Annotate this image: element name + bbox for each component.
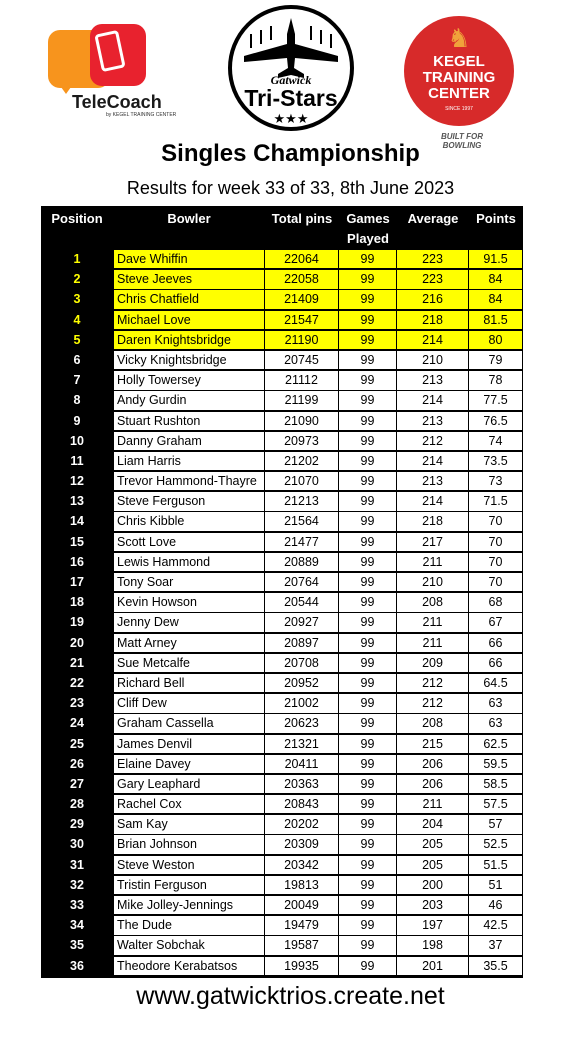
games-played-cell: 99 xyxy=(339,512,396,530)
bowler-cell: Liam Harris xyxy=(114,452,264,470)
table-row xyxy=(41,411,523,431)
bowler-cell: Daren Knightsbridge xyxy=(114,331,264,349)
position-cell: 25 xyxy=(70,736,84,751)
games-played-cell: 99 xyxy=(339,613,396,631)
bowler-cell: Scott Love xyxy=(114,533,264,551)
points-cell: 63 xyxy=(469,694,522,712)
total-pins-cell: 21547 xyxy=(265,311,338,329)
total-pins-cell: 20927 xyxy=(265,613,338,631)
bowler-cell: Steve Ferguson xyxy=(114,492,264,510)
position-cell: 19 xyxy=(70,615,84,630)
average-cell: 223 xyxy=(397,250,468,268)
games-played-cell: 99 xyxy=(339,351,396,369)
games-played-cell: 99 xyxy=(339,593,396,611)
total-pins-cell: 20363 xyxy=(265,775,338,793)
average-cell: 210 xyxy=(397,573,468,591)
table-row xyxy=(41,350,523,370)
games-played-cell: 99 xyxy=(339,391,396,409)
bowler-cell: Trevor Hammond-Thayre xyxy=(114,472,264,490)
games-played-cell: 99 xyxy=(339,835,396,853)
games-played-cell: 99 xyxy=(339,290,396,308)
table-row xyxy=(41,390,523,410)
points-cell: 51 xyxy=(469,876,522,894)
games-played-cell: 99 xyxy=(339,896,396,914)
table-row xyxy=(41,855,523,875)
games-played-cell: 99 xyxy=(339,634,396,652)
average-cell: 210 xyxy=(397,351,468,369)
average-cell: 205 xyxy=(397,856,468,874)
position-cell: 10 xyxy=(70,433,84,448)
points-cell: 84 xyxy=(469,270,522,288)
kegel-line-3: CENTER xyxy=(428,85,490,102)
total-pins-cell: 20843 xyxy=(265,795,338,813)
games-played-cell: 99 xyxy=(339,412,396,430)
bowler-cell: Rachel Cox xyxy=(114,795,264,813)
results-table xyxy=(41,206,523,978)
table-row xyxy=(41,532,523,552)
table-row xyxy=(41,269,523,289)
average-cell: 217 xyxy=(397,533,468,551)
points-cell: 67 xyxy=(469,613,522,631)
position-cell: 17 xyxy=(70,575,84,589)
bowler-cell: Matt Arney xyxy=(114,634,264,652)
bowler-cell: Lewis Hammond xyxy=(114,553,264,571)
points-cell: 70 xyxy=(469,512,522,530)
page-title: Singles Championship xyxy=(161,140,420,167)
points-cell: 58.5 xyxy=(469,775,522,793)
points-cell: 78 xyxy=(469,371,522,389)
position-cell: 23 xyxy=(70,696,84,711)
games-played-cell: 99 xyxy=(339,694,396,712)
bowler-cell: Andy Gurdin xyxy=(114,391,264,409)
table-row xyxy=(41,794,523,814)
average-cell: 208 xyxy=(397,593,468,611)
average-cell: 206 xyxy=(397,775,468,793)
games-played-cell: 99 xyxy=(339,674,396,692)
total-pins-cell: 19935 xyxy=(265,957,338,975)
bowler-cell: Mike Jolley-Jennings xyxy=(114,896,264,914)
position-cell: 1 xyxy=(73,252,81,266)
games-played-cell: 99 xyxy=(339,472,396,490)
position-cell: 24 xyxy=(70,716,84,731)
bowler-cell: Cliff Dew xyxy=(114,694,264,712)
points-cell: 71.5 xyxy=(469,492,522,510)
bowler-cell: Brian Johnson xyxy=(114,835,264,853)
position-cell: 18 xyxy=(70,595,84,610)
position-cell: 8 xyxy=(73,393,81,408)
bowler-cell: Vicky Knightsbridge xyxy=(114,351,264,369)
average-cell: 208 xyxy=(397,714,468,732)
table-row xyxy=(41,673,523,693)
kegel-logo xyxy=(404,16,516,150)
average-cell: 211 xyxy=(397,634,468,652)
bowler-cell: Theodore Kerabatsos xyxy=(114,957,264,975)
total-pins-cell: 20973 xyxy=(265,432,338,450)
points-cell: 80 xyxy=(469,331,522,349)
bowler-cell: Tony Soar xyxy=(114,573,264,591)
total-pins-cell: 20544 xyxy=(265,593,338,611)
table-row xyxy=(41,330,523,350)
position-cell: 6 xyxy=(73,352,81,367)
table-row xyxy=(41,915,523,935)
header-games-played: Games Played xyxy=(346,211,390,246)
table-row xyxy=(41,370,523,390)
points-cell: 84 xyxy=(469,290,522,308)
points-cell: 62.5 xyxy=(469,735,522,753)
average-cell: 213 xyxy=(397,371,468,389)
bowler-cell: Stuart Rushton xyxy=(114,412,264,430)
average-cell: 213 xyxy=(397,412,468,430)
telecoach-name: TeleCoach xyxy=(72,92,162,112)
games-played-cell: 99 xyxy=(339,735,396,753)
games-played-cell: 99 xyxy=(339,331,396,349)
bowler-cell: Jenny Dew xyxy=(114,613,264,631)
average-cell: 197 xyxy=(397,916,468,934)
bowler-cell: Steve Jeeves xyxy=(114,270,264,288)
total-pins-cell: 21112 xyxy=(265,371,338,389)
average-cell: 212 xyxy=(397,432,468,450)
table-row xyxy=(41,552,523,572)
average-cell: 218 xyxy=(397,512,468,530)
points-cell: 37 xyxy=(469,936,522,954)
position-cell: 32 xyxy=(70,877,84,892)
position-cell: 3 xyxy=(73,292,81,307)
header-position: Position xyxy=(51,211,103,226)
position-cell: 26 xyxy=(70,756,84,771)
average-cell: 200 xyxy=(397,876,468,894)
points-cell: 68 xyxy=(469,593,522,611)
average-cell: 214 xyxy=(397,391,468,409)
average-cell: 211 xyxy=(397,613,468,631)
total-pins-cell: 21213 xyxy=(265,492,338,510)
bowler-cell: James Denvil xyxy=(114,735,264,753)
position-cell: 9 xyxy=(73,413,81,428)
kegel-tagline: BUILT FOR BOWLING xyxy=(440,132,484,150)
average-cell: 223 xyxy=(397,270,468,288)
average-cell: 214 xyxy=(397,452,468,470)
total-pins-cell: 20708 xyxy=(265,654,338,672)
points-cell: 66 xyxy=(469,654,522,672)
position-cell: 34 xyxy=(70,918,84,933)
table-row xyxy=(41,289,523,309)
total-pins-cell: 19479 xyxy=(265,916,338,934)
bowler-cell: Kevin Howson xyxy=(114,593,264,611)
points-cell: 42.5 xyxy=(469,916,522,934)
points-cell: 35.5 xyxy=(469,957,522,975)
average-cell: 215 xyxy=(397,735,468,753)
total-pins-cell: 21202 xyxy=(265,452,338,470)
kegel-since: SINCE 1997 xyxy=(445,106,473,112)
games-played-cell: 99 xyxy=(339,755,396,773)
average-cell: 205 xyxy=(397,835,468,853)
average-cell: 211 xyxy=(397,553,468,571)
tristars-logo xyxy=(218,4,364,132)
total-pins-cell: 21090 xyxy=(265,412,338,430)
points-cell: 77.5 xyxy=(469,391,522,409)
total-pins-cell: 20623 xyxy=(265,714,338,732)
total-pins-cell: 20745 xyxy=(265,351,338,369)
telecoach-sub: by KEGEL TRAINING CENTER xyxy=(106,112,177,118)
total-pins-cell: 20309 xyxy=(265,835,338,853)
table-row xyxy=(41,956,523,976)
table-row xyxy=(41,713,523,733)
position-cell: 27 xyxy=(70,776,84,791)
table-row xyxy=(41,814,523,834)
total-pins-cell: 21199 xyxy=(265,391,338,409)
points-cell: 59.5 xyxy=(469,755,522,773)
table-row xyxy=(41,249,523,269)
total-pins-cell: 21190 xyxy=(265,331,338,349)
position-cell: 15 xyxy=(70,534,84,549)
tristars-top-text: Gatwick xyxy=(270,73,312,87)
games-played-cell: 99 xyxy=(339,654,396,672)
average-cell: 214 xyxy=(397,492,468,510)
position-cell: 22 xyxy=(70,675,84,690)
table-row xyxy=(41,633,523,653)
position-cell: 20 xyxy=(70,635,84,650)
website-url: www.gatwicktrios.create.net xyxy=(136,982,445,1010)
bowler-cell: Richard Bell xyxy=(114,674,264,692)
position-cell: 7 xyxy=(73,373,81,388)
total-pins-cell: 20342 xyxy=(265,856,338,874)
bowler-cell: Steve Weston xyxy=(114,856,264,874)
points-cell: 73.5 xyxy=(469,452,522,470)
bowler-cell: Elaine Davey xyxy=(114,755,264,773)
total-pins-cell: 22064 xyxy=(265,250,338,268)
total-pins-cell: 20897 xyxy=(265,634,338,652)
position-cell: 4 xyxy=(73,312,81,327)
games-played-cell: 99 xyxy=(339,533,396,551)
page-subtitle: Results for week 33 of 33, 8th June 2023 xyxy=(126,178,455,198)
average-cell: 206 xyxy=(397,755,468,773)
table-row xyxy=(41,572,523,592)
total-pins-cell: 19587 xyxy=(265,936,338,954)
points-cell: 74 xyxy=(469,432,522,450)
average-cell: 218 xyxy=(397,311,468,329)
games-played-cell: 99 xyxy=(339,876,396,894)
average-cell: 212 xyxy=(397,694,468,712)
telecoach-logo xyxy=(48,18,180,118)
games-played-cell: 99 xyxy=(339,270,396,288)
logo-row xyxy=(0,0,581,150)
average-cell: 209 xyxy=(397,654,468,672)
total-pins-cell: 21070 xyxy=(265,472,338,490)
table-row xyxy=(41,693,523,713)
table-row xyxy=(41,451,523,471)
games-played-cell: 99 xyxy=(339,452,396,470)
average-cell: 212 xyxy=(397,674,468,692)
bowler-cell: Chris Chatfield xyxy=(114,290,264,308)
tristars-badge-icon xyxy=(218,4,364,132)
points-cell: 66 xyxy=(469,634,522,652)
table-row xyxy=(41,774,523,794)
position-cell: 36 xyxy=(70,958,84,973)
points-cell: 73 xyxy=(469,472,522,490)
games-played-cell: 99 xyxy=(339,573,396,591)
games-played-cell: 99 xyxy=(339,432,396,450)
table-body xyxy=(41,249,523,976)
average-cell: 211 xyxy=(397,795,468,813)
total-pins-cell: 22058 xyxy=(265,270,338,288)
header-points: Points xyxy=(476,211,516,226)
position-cell: 16 xyxy=(70,554,84,569)
games-played-cell: 99 xyxy=(339,815,396,833)
table-row xyxy=(41,612,523,632)
total-pins-cell: 21002 xyxy=(265,694,338,712)
bowler-cell: Sam Kay xyxy=(114,815,264,833)
average-cell: 214 xyxy=(397,331,468,349)
average-cell: 203 xyxy=(397,896,468,914)
total-pins-cell: 20952 xyxy=(265,674,338,692)
games-played-cell: 99 xyxy=(339,714,396,732)
header-total-pins: Total pins xyxy=(271,211,333,226)
position-cell: 14 xyxy=(70,514,84,529)
games-played-cell: 99 xyxy=(339,250,396,268)
total-pins-cell: 20202 xyxy=(265,815,338,833)
points-cell: 57.5 xyxy=(469,795,522,813)
kegel-line-2: TRAINING xyxy=(422,69,496,86)
table-row xyxy=(41,895,523,915)
bowler-cell: Holly Towersey xyxy=(114,371,264,389)
table-row xyxy=(41,592,523,612)
points-cell: 70 xyxy=(469,533,522,551)
tristars-stars: ★★★ xyxy=(273,112,309,127)
bowler-cell: Michael Love xyxy=(114,311,264,329)
kegel-line-1: KEGEL xyxy=(433,53,485,70)
total-pins-cell: 20764 xyxy=(265,573,338,591)
position-cell: 11 xyxy=(70,453,84,468)
bowler-cell: Walter Sobchak xyxy=(114,936,264,954)
games-played-cell: 99 xyxy=(339,371,396,389)
header-average: Average xyxy=(407,211,459,226)
points-cell: 81.5 xyxy=(469,311,522,329)
bowler-cell: The Dude xyxy=(114,916,264,934)
bowler-cell: Tristin Ferguson xyxy=(114,876,264,894)
phoenix-icon: ♞ xyxy=(447,23,471,53)
bowler-cell: Graham Cassella xyxy=(114,714,264,732)
table-row xyxy=(41,734,523,754)
position-cell: 29 xyxy=(70,817,84,832)
games-played-cell: 99 xyxy=(339,492,396,510)
points-cell: 79 xyxy=(469,351,522,369)
position-cell: 5 xyxy=(73,332,81,347)
position-cell: 13 xyxy=(70,494,84,509)
games-played-cell: 99 xyxy=(339,553,396,571)
position-cell: 31 xyxy=(70,857,84,872)
tristars-main-text: Tri-Stars xyxy=(244,85,338,111)
points-cell: 46 xyxy=(469,896,522,914)
table-row xyxy=(41,754,523,774)
points-cell: 76.5 xyxy=(469,412,522,430)
points-cell: 63 xyxy=(469,714,522,732)
bowler-cell: Danny Graham xyxy=(114,432,264,450)
table-row xyxy=(41,431,523,451)
total-pins-cell: 20889 xyxy=(265,553,338,571)
total-pins-cell: 20049 xyxy=(265,896,338,914)
average-cell: 198 xyxy=(397,936,468,954)
total-pins-cell: 20411 xyxy=(265,755,338,773)
position-cell: 28 xyxy=(70,797,84,812)
table-row xyxy=(41,935,523,955)
points-cell: 64.5 xyxy=(469,674,522,692)
table-row xyxy=(41,834,523,854)
games-played-cell: 99 xyxy=(339,311,396,329)
position-cell: 30 xyxy=(70,837,84,852)
games-played-cell: 99 xyxy=(339,795,396,813)
position-cell: 33 xyxy=(70,898,84,912)
table-row xyxy=(41,471,523,491)
average-cell: 201 xyxy=(397,957,468,975)
points-cell: 51.5 xyxy=(469,856,522,874)
average-cell: 204 xyxy=(397,815,468,833)
table-row xyxy=(41,875,523,895)
points-cell: 91.5 xyxy=(469,250,522,268)
average-cell: 216 xyxy=(397,290,468,308)
games-played-cell: 99 xyxy=(339,856,396,874)
games-played-cell: 99 xyxy=(339,936,396,954)
total-pins-cell: 19813 xyxy=(265,876,338,894)
header-bowler: Bowler xyxy=(167,211,211,226)
table-row xyxy=(41,310,523,330)
position-cell: 35 xyxy=(70,938,84,953)
bowler-cell: Sue Metcalfe xyxy=(114,654,264,672)
points-cell: 52.5 xyxy=(469,835,522,853)
points-cell: 70 xyxy=(469,573,522,591)
table-row xyxy=(41,653,523,673)
total-pins-cell: 21409 xyxy=(265,290,338,308)
points-cell: 70 xyxy=(469,553,522,571)
table-row xyxy=(41,511,523,531)
total-pins-cell: 21477 xyxy=(265,533,338,551)
games-played-cell: 99 xyxy=(339,957,396,975)
average-cell: 213 xyxy=(397,472,468,490)
points-cell: 57 xyxy=(469,815,522,833)
bowler-cell: Chris Kibble xyxy=(114,512,264,530)
position-cell: 2 xyxy=(73,272,81,287)
games-played-cell: 99 xyxy=(339,775,396,793)
bowler-cell: Gary Leaphard xyxy=(114,775,264,793)
table-row xyxy=(41,491,523,511)
position-cell: 12 xyxy=(70,474,84,489)
games-played-cell: 99 xyxy=(339,916,396,934)
total-pins-cell: 21564 xyxy=(265,512,338,530)
total-pins-cell: 21321 xyxy=(265,735,338,753)
position-cell: 21 xyxy=(70,655,84,670)
bowler-cell: Dave Whiffin xyxy=(114,250,264,268)
